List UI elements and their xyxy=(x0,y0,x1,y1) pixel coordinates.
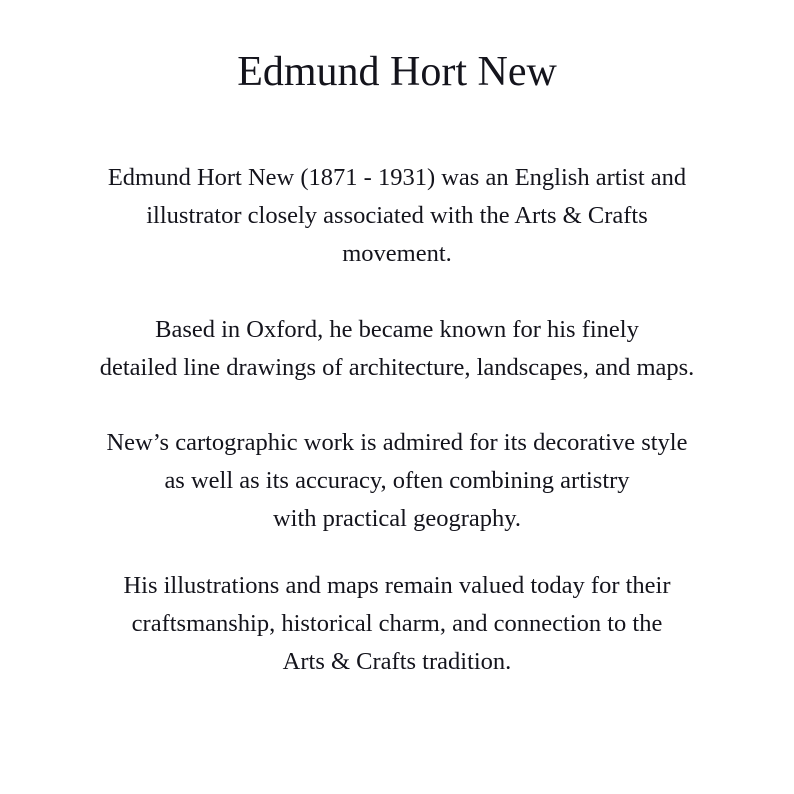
paragraph-line: with practical geography. xyxy=(272,505,522,532)
paragraph-line: illustrator closely associated with the Arts & Crafts xyxy=(146,202,648,229)
paragraph-introduction xyxy=(20,159,774,273)
paragraph-oxford xyxy=(20,311,774,387)
paragraph-line: His illustrations and maps remain valued today for their xyxy=(123,572,671,599)
paragraph-line: New’s cartographic work is admired for its decorative style xyxy=(106,429,688,456)
paragraph-line: Arts & Crafts tradition. xyxy=(282,648,512,675)
paragraph-line: Edmund Hort New (1871 - 1931) was an English artist and xyxy=(107,164,687,191)
paragraph-line: as well as its accuracy, often combining artistry xyxy=(164,467,630,494)
paragraph-legacy xyxy=(20,567,774,681)
paragraph-line: Based in Oxford, he became known for his finely xyxy=(155,316,639,343)
paragraph-line: detailed line drawings of architecture, landscapes, and maps. xyxy=(99,354,695,381)
paragraph-line: movement. xyxy=(342,240,452,267)
paragraph-cartography xyxy=(20,424,774,538)
paragraph-line: craftsmanship, historical charm, and connection to the xyxy=(131,610,663,637)
page-title: Edmund Hort New xyxy=(237,49,557,95)
